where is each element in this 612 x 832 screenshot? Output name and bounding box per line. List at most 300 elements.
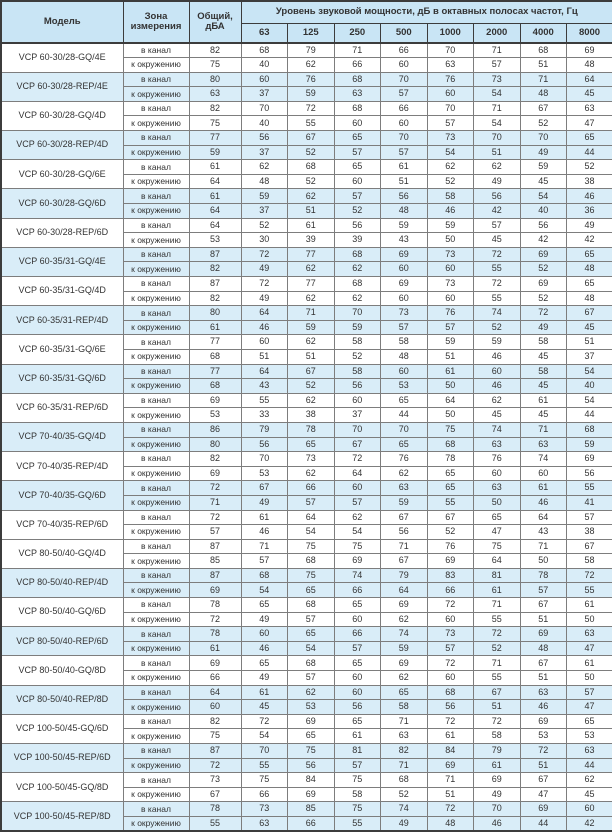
band-value: 70 (427, 43, 474, 58)
model-cell: VCP 80-50/40-GQ/8D (1, 656, 123, 685)
band-value: 44 (520, 816, 567, 831)
model-cell: VCP 70-40/35-REP/4D (1, 452, 123, 481)
band-value: 71 (520, 539, 567, 554)
band-value: 69 (381, 598, 428, 613)
band-value: 79 (288, 43, 335, 58)
band-value: 61 (567, 598, 612, 613)
band-value: 73 (427, 247, 474, 262)
zone-cell-ambient: к окружению (123, 262, 189, 277)
band-value: 54 (520, 189, 567, 204)
spl-group-header: Уровень звуковой мощности, дБ в октавных полосах частот, Гц (241, 1, 612, 23)
zone-cell-ambient: к окружению (123, 525, 189, 540)
band-value: 45 (567, 87, 612, 102)
table-row (1, 393, 612, 408)
band-value: 56 (474, 189, 521, 204)
band-value: 66 (381, 101, 428, 116)
band-value: 62 (427, 160, 474, 175)
band-value: 42 (567, 233, 612, 248)
model-cell: VCP 60-30/28-GQ/4D (1, 101, 123, 130)
total-dba-value: 75 (189, 116, 241, 131)
table-row (1, 685, 612, 700)
model-cell: VCP 60-35/31-GQ/6E (1, 335, 123, 364)
band-value: 63 (427, 58, 474, 73)
band-value: 46 (474, 379, 521, 394)
band-value: 47 (567, 641, 612, 656)
band-value: 56 (567, 466, 612, 481)
band-value: 46 (520, 700, 567, 715)
band-value: 57 (334, 641, 381, 656)
total-dba-value: 85 (189, 554, 241, 569)
model-cell: VCP 80-50/40-GQ/4D (1, 539, 123, 568)
band-value: 68 (334, 101, 381, 116)
band-value: 49 (241, 262, 288, 277)
band-value: 51 (427, 349, 474, 364)
total-dba-value: 82 (189, 262, 241, 277)
band-value: 57 (427, 116, 474, 131)
zone-cell-ambient: к окружению (123, 437, 189, 452)
band-value: 73 (427, 277, 474, 292)
total-dba-value: 77 (189, 364, 241, 379)
band-value: 62 (288, 262, 335, 277)
band-value: 65 (381, 393, 428, 408)
freq-header: 4000 (520, 23, 567, 43)
zone-cell-ambient: к окружению (123, 204, 189, 219)
band-value: 63 (567, 627, 612, 642)
total-dba-value: 82 (189, 101, 241, 116)
zone-cell-duct: в канал (123, 568, 189, 583)
band-value: 61 (567, 656, 612, 671)
band-value: 57 (381, 87, 428, 102)
band-value: 58 (520, 335, 567, 350)
band-value: 70 (381, 422, 428, 437)
band-value: 48 (567, 291, 612, 306)
band-value: 72 (427, 714, 474, 729)
table-row (1, 452, 612, 467)
band-value: 66 (427, 583, 474, 598)
band-value: 62 (381, 671, 428, 686)
band-value: 51 (381, 174, 428, 189)
table-row (1, 306, 612, 321)
zone-cell-ambient: к окружению (123, 291, 189, 306)
band-value: 71 (381, 758, 428, 773)
band-value: 63 (381, 729, 428, 744)
band-value: 59 (241, 189, 288, 204)
band-value: 67 (520, 101, 567, 116)
total-dba-value: 69 (189, 466, 241, 481)
model-cell: VCP 60-30/28-GQ/6D (1, 189, 123, 218)
total-dba-value: 61 (189, 641, 241, 656)
band-value: 56 (241, 437, 288, 452)
band-value: 67 (567, 306, 612, 321)
band-value: 60 (381, 291, 428, 306)
band-value: 60 (241, 72, 288, 87)
model-cell: VCP 70-40/35-GQ/4D (1, 422, 123, 451)
band-value: 69 (381, 247, 428, 262)
total-dba-value: 61 (189, 160, 241, 175)
zone-cell-duct: в канал (123, 393, 189, 408)
total-dba-value: 75 (189, 729, 241, 744)
table-row (1, 189, 612, 204)
table-row (1, 160, 612, 175)
band-value: 65 (334, 714, 381, 729)
band-value: 84 (288, 773, 335, 788)
band-value: 52 (334, 204, 381, 219)
band-value: 55 (334, 816, 381, 831)
band-value: 65 (334, 598, 381, 613)
zone-cell-duct: в канал (123, 422, 189, 437)
table-body (1, 43, 612, 831)
band-value: 60 (381, 364, 428, 379)
band-value: 55 (474, 671, 521, 686)
band-value: 47 (520, 787, 567, 802)
band-value: 59 (381, 218, 428, 233)
band-value: 69 (381, 277, 428, 292)
band-value: 59 (474, 335, 521, 350)
table-row (1, 422, 612, 437)
total-dba-value: 82 (189, 291, 241, 306)
band-value: 39 (288, 233, 335, 248)
band-value: 44 (567, 145, 612, 160)
band-value: 50 (427, 408, 474, 423)
band-value: 65 (241, 598, 288, 613)
band-value: 50 (567, 612, 612, 627)
band-value: 69 (567, 452, 612, 467)
zone-cell-ambient: к окружению (123, 700, 189, 715)
band-value: 75 (241, 773, 288, 788)
band-value: 61 (241, 510, 288, 525)
band-value: 62 (567, 773, 612, 788)
band-value: 76 (427, 306, 474, 321)
band-value: 60 (334, 685, 381, 700)
band-value: 55 (241, 393, 288, 408)
model-cell: VCP 70-40/35-GQ/6D (1, 481, 123, 510)
band-value: 52 (474, 320, 521, 335)
zone-cell-duct: в канал (123, 247, 189, 262)
band-value: 45 (520, 349, 567, 364)
model-cell: VCP 100-50/45-REP/8D (1, 802, 123, 831)
band-value: 65 (334, 160, 381, 175)
band-value: 60 (334, 671, 381, 686)
band-value: 72 (474, 714, 521, 729)
zone-cell-duct: в канал (123, 598, 189, 613)
band-value: 37 (241, 145, 288, 160)
band-value: 57 (520, 583, 567, 598)
band-value: 54 (241, 583, 288, 598)
band-value: 46 (520, 495, 567, 510)
band-value: 37 (334, 408, 381, 423)
band-value: 62 (334, 262, 381, 277)
band-value: 68 (427, 437, 474, 452)
zone-cell-ambient: к окружению (123, 145, 189, 160)
band-value: 58 (334, 787, 381, 802)
total-dba-value: 82 (189, 43, 241, 58)
band-value: 47 (474, 525, 521, 540)
band-value: 69 (288, 714, 335, 729)
band-value: 72 (241, 247, 288, 262)
band-value: 62 (474, 393, 521, 408)
band-value: 54 (474, 87, 521, 102)
band-value: 60 (520, 466, 567, 481)
band-value: 52 (241, 218, 288, 233)
band-value: 43 (241, 379, 288, 394)
total-dba-value: 80 (189, 437, 241, 452)
total-dba-value: 87 (189, 744, 241, 759)
band-value: 70 (334, 306, 381, 321)
band-value: 45 (474, 408, 521, 423)
band-value: 69 (381, 656, 428, 671)
band-value: 70 (241, 452, 288, 467)
band-value: 67 (288, 364, 335, 379)
band-value: 52 (474, 641, 521, 656)
zone-cell-ambient: к окружению (123, 554, 189, 569)
band-value: 58 (474, 729, 521, 744)
table-row (1, 218, 612, 233)
band-value: 55 (427, 495, 474, 510)
band-value: 68 (334, 247, 381, 262)
band-value: 65 (288, 583, 335, 598)
model-cell: VCP 60-35/31-GQ/6D (1, 364, 123, 393)
band-value: 59 (520, 160, 567, 175)
band-value: 46 (474, 816, 521, 831)
total-dba-value: 69 (189, 583, 241, 598)
freq-header: 250 (334, 23, 381, 43)
band-value: 63 (520, 437, 567, 452)
band-value: 79 (474, 744, 521, 759)
total-dba-value: 66 (189, 671, 241, 686)
band-value: 60 (334, 481, 381, 496)
band-value: 63 (567, 101, 612, 116)
band-value: 30 (241, 233, 288, 248)
model-cell: VCP 100-50/45-REP/6D (1, 744, 123, 773)
band-value: 40 (520, 204, 567, 219)
zone-cell-duct: в канал (123, 452, 189, 467)
band-value: 56 (334, 700, 381, 715)
band-value: 71 (474, 598, 521, 613)
model-cell: VCP 60-30/28-REP/4E (1, 72, 123, 101)
table-row (1, 364, 612, 379)
band-value: 46 (427, 204, 474, 219)
band-value: 57 (474, 218, 521, 233)
zone-cell-duct: в канал (123, 277, 189, 292)
band-value: 52 (520, 116, 567, 131)
band-value: 61 (334, 729, 381, 744)
band-value: 66 (288, 481, 335, 496)
total-dba-value: 53 (189, 408, 241, 423)
band-value: 56 (334, 379, 381, 394)
band-value: 67 (288, 131, 335, 146)
band-value: 36 (567, 204, 612, 219)
table-row (1, 43, 612, 58)
band-value: 55 (474, 612, 521, 627)
zone-cell-duct: в канал (123, 306, 189, 321)
zone-cell-duct: в канал (123, 335, 189, 350)
band-value: 65 (381, 685, 428, 700)
band-value: 76 (474, 452, 521, 467)
band-value: 65 (567, 714, 612, 729)
band-value: 79 (241, 422, 288, 437)
band-value: 43 (520, 525, 567, 540)
model-cell: VCP 60-30/28-GQ/6E (1, 160, 123, 189)
band-value: 53 (520, 729, 567, 744)
total-dba-value: 68 (189, 349, 241, 364)
band-value: 60 (381, 58, 428, 73)
band-value: 71 (474, 43, 521, 58)
band-value: 61 (241, 685, 288, 700)
band-value: 64 (474, 554, 521, 569)
total-dba-value: 73 (189, 773, 241, 788)
band-value: 52 (427, 525, 474, 540)
model-cell: VCP 100-50/45-GQ/8D (1, 773, 123, 802)
table-row (1, 510, 612, 525)
model-cell: VCP 70-40/35-REP/6D (1, 510, 123, 539)
band-value: 67 (381, 510, 428, 525)
band-value: 60 (334, 116, 381, 131)
band-value: 67 (381, 554, 428, 569)
band-value: 51 (288, 204, 335, 219)
band-value: 73 (474, 72, 521, 87)
band-value: 66 (288, 816, 335, 831)
band-value: 67 (520, 773, 567, 788)
zone-cell-duct: в канал (123, 802, 189, 817)
band-value: 65 (427, 481, 474, 496)
zone-cell-duct: в канал (123, 189, 189, 204)
table-row (1, 744, 612, 759)
band-value: 78 (520, 568, 567, 583)
band-value: 58 (334, 364, 381, 379)
band-value: 48 (241, 174, 288, 189)
model-cell: VCP 60-30/28-GQ/4E (1, 43, 123, 72)
band-value: 45 (520, 174, 567, 189)
total-dba-value: 82 (189, 714, 241, 729)
zone-cell-duct: в канал (123, 481, 189, 496)
band-value: 68 (381, 773, 428, 788)
band-value: 42 (474, 204, 521, 219)
band-value: 51 (427, 787, 474, 802)
band-value: 52 (288, 379, 335, 394)
band-value: 71 (520, 72, 567, 87)
band-value: 68 (241, 43, 288, 58)
band-value: 51 (520, 612, 567, 627)
freq-header: 8000 (567, 23, 612, 43)
band-value: 84 (427, 744, 474, 759)
band-value: 70 (334, 422, 381, 437)
band-value: 59 (288, 320, 335, 335)
freq-header: 1000 (427, 23, 474, 43)
zone-cell-duct: в канал (123, 773, 189, 788)
band-value: 45 (520, 408, 567, 423)
zone-cell-duct: в канал (123, 72, 189, 87)
band-value: 57 (567, 685, 612, 700)
band-value: 63 (474, 437, 521, 452)
band-value: 62 (288, 291, 335, 306)
model-cell: VCP 80-50/40-REP/6D (1, 627, 123, 656)
band-value: 57 (334, 758, 381, 773)
band-value: 74 (334, 568, 381, 583)
zone-cell-ambient: к окружению (123, 495, 189, 510)
total-dba-value: 61 (189, 189, 241, 204)
band-value: 73 (288, 452, 335, 467)
total-dba-value: 87 (189, 568, 241, 583)
band-value: 57 (288, 612, 335, 627)
zone-cell-ambient: к окружению (123, 816, 189, 831)
band-value: 72 (474, 277, 521, 292)
band-value: 65 (567, 131, 612, 146)
model-cell: VCP 80-50/40-REP/4D (1, 568, 123, 597)
band-value: 69 (520, 247, 567, 262)
band-value: 58 (520, 364, 567, 379)
total-dba-value: 72 (189, 612, 241, 627)
band-value: 33 (241, 408, 288, 423)
band-value: 81 (474, 568, 521, 583)
total-dba-value: 80 (189, 306, 241, 321)
band-value: 77 (288, 277, 335, 292)
band-value: 65 (334, 131, 381, 146)
band-value: 58 (381, 700, 428, 715)
band-value: 63 (334, 87, 381, 102)
band-value: 64 (241, 364, 288, 379)
band-value: 65 (241, 656, 288, 671)
table-row (1, 335, 612, 350)
band-value: 71 (241, 539, 288, 554)
band-value: 67 (567, 539, 612, 554)
band-value: 61 (427, 729, 474, 744)
band-value: 77 (288, 247, 335, 262)
zone-cell-ambient: к окружению (123, 641, 189, 656)
band-value: 62 (288, 335, 335, 350)
band-value: 59 (334, 320, 381, 335)
band-value: 69 (288, 787, 335, 802)
zone-cell-ambient: к окружению (123, 671, 189, 686)
band-value: 49 (241, 612, 288, 627)
band-value: 44 (567, 758, 612, 773)
band-value: 56 (520, 218, 567, 233)
zone-cell-duct: в канал (123, 685, 189, 700)
band-value: 79 (381, 568, 428, 583)
zone-cell-duct: в канал (123, 539, 189, 554)
band-value: 49 (241, 495, 288, 510)
band-value: 74 (474, 306, 521, 321)
band-value: 48 (427, 816, 474, 831)
band-value: 57 (427, 320, 474, 335)
table-row (1, 131, 612, 146)
model-cell: VCP 100-50/45-GQ/6D (1, 714, 123, 743)
band-value: 72 (427, 598, 474, 613)
band-value: 61 (474, 583, 521, 598)
band-value: 71 (288, 306, 335, 321)
band-value: 68 (427, 685, 474, 700)
band-value: 59 (427, 335, 474, 350)
band-value: 62 (288, 189, 335, 204)
band-value: 68 (334, 72, 381, 87)
zone-cell-duct: в канал (123, 364, 189, 379)
band-value: 65 (288, 437, 335, 452)
band-value: 54 (288, 525, 335, 540)
total-dba-value: 53 (189, 233, 241, 248)
total-dba-value: 68 (189, 379, 241, 394)
band-value: 61 (381, 160, 428, 175)
total-dba-value: 78 (189, 802, 241, 817)
band-value: 51 (474, 700, 521, 715)
band-value: 75 (288, 539, 335, 554)
band-value: 52 (288, 174, 335, 189)
total-dba-value: 77 (189, 335, 241, 350)
band-value: 56 (381, 525, 428, 540)
band-value: 64 (567, 72, 612, 87)
band-value: 62 (474, 160, 521, 175)
band-value: 40 (241, 58, 288, 73)
total-dba-value: 87 (189, 247, 241, 262)
zone-cell-duct: в канал (123, 218, 189, 233)
